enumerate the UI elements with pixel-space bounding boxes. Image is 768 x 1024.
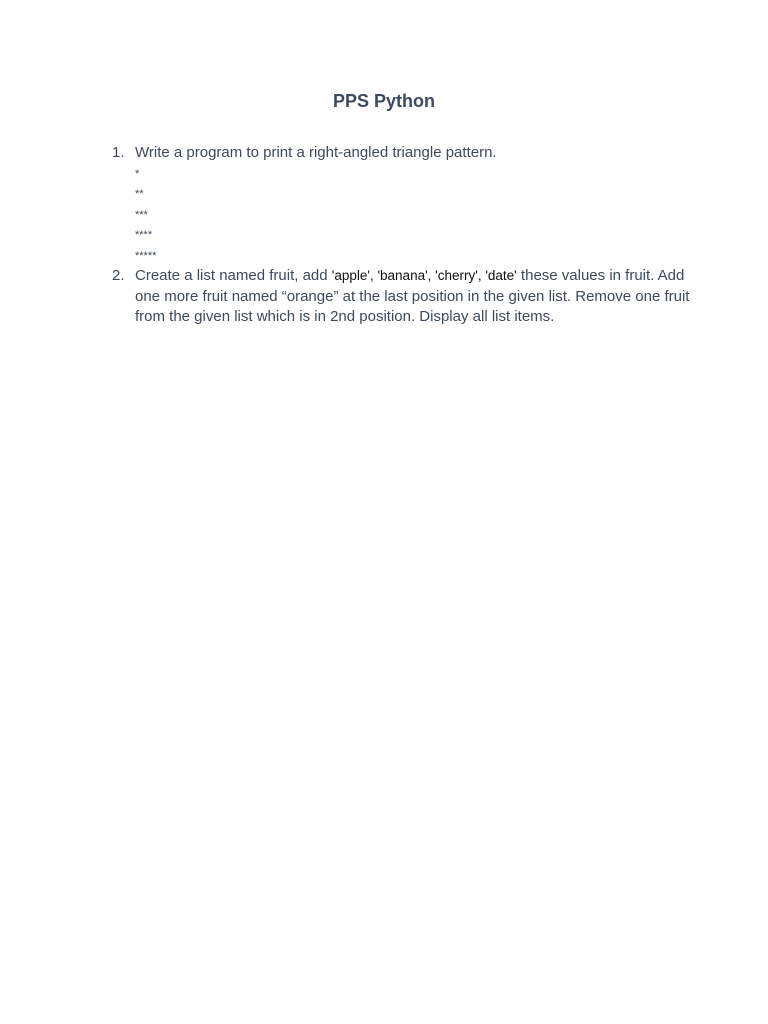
pattern-line-2: **	[135, 188, 144, 200]
question-number: 2.	[112, 267, 125, 284]
question-1	[112, 143, 692, 266]
question-number: 1.	[112, 144, 125, 161]
pattern-line-1: *	[135, 167, 140, 180]
page-title: PPS Python	[332, 91, 435, 111]
question-text: Write a program to print a right-angled triangle pattern.	[135, 144, 497, 161]
question-2	[112, 266, 692, 328]
pattern-line-5: *****	[135, 249, 157, 262]
question-text-before: Create a list named fruit, add	[135, 267, 332, 284]
fruit-values: 'apple', 'banana', 'cherry', 'date'	[331, 268, 517, 283]
pattern-line-4: ****	[135, 229, 153, 241]
question-text-after: these values in fruit. Add one more fruit named “orange” at the last position in the given list. Remove one fruit from the given list which is in 2nd position. Display all list items.	[135, 267, 690, 325]
pattern-line-3: ***	[135, 208, 148, 221]
